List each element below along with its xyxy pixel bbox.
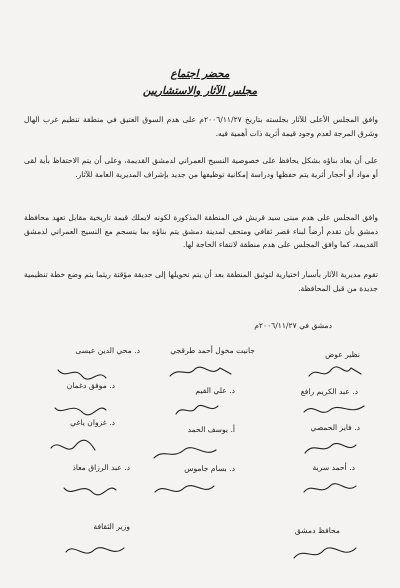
handwritten-signature	[300, 400, 370, 420]
signatory-name: د. فايز الحمصي	[310, 423, 360, 432]
handwritten-signature	[52, 362, 112, 384]
handwritten-signature	[165, 360, 235, 382]
signatory-name: د. عبد الرزاق معاذ	[72, 463, 130, 472]
signatory-name: د. موفق دغمان	[66, 381, 115, 390]
handwritten-signature	[60, 478, 120, 500]
paragraph-4: تقوم مديرية الآثار بأسبار اختيارية لتوثيق المنطقة بعد أن يتم تحويلها إلى حديقة مؤقتة ريثما يتم وضع خطة تنظيمية جديدة من قبل المحافظة.	[24, 270, 378, 293]
signatory-name: د. علي القيم	[195, 386, 235, 395]
handwritten-signature	[150, 478, 220, 502]
signatory-name: نظير عوض	[325, 350, 360, 359]
signatory-name: د. أحمد سرية	[312, 463, 355, 472]
paragraph-1: وافق المجلس الأعلى للآثار بجلسته بتاريخ ٢٠٠٦/١١/٢٧م على هدم السوق العتيق في منطقة تنظيم غرب الهال وشرق المرجة لعدم وجود قيمة أثرية ذات أهمية فيه.	[24, 115, 378, 138]
signatory-name: محافظ دمشق	[294, 526, 340, 535]
document-subtitle: مجلس الآثار والاستشاريين	[142, 85, 258, 97]
signatory-name: جانيت مخول أحمد طرقجي	[170, 346, 255, 355]
handwritten-signature	[300, 476, 360, 500]
handwritten-signature	[150, 440, 220, 464]
handwritten-signature	[305, 362, 365, 382]
handwritten-signature	[290, 540, 360, 566]
handwritten-signature	[50, 398, 110, 418]
handwritten-signature	[45, 436, 100, 458]
signatory-name: د. محي الدين عيسى	[75, 346, 140, 355]
signatory-name: د. عبد الكريم رافع	[300, 387, 358, 396]
signatory-name: د. غزوان ياغي	[70, 418, 115, 427]
document-date: دمشق في ٢٠٠٦/١١/٢٧م	[254, 321, 332, 330]
signatory-name: د. بسام جاموس	[184, 464, 235, 473]
paragraph-2: على أن يعاد بناؤه بشكل يحافظ على خصوصية النسيج العمراني لدمشق القديمة، وعلى أن يتم الاحتفاظ بأية لقى أو مواد أو أحجار أثرية يتم حفظها ودراسة إمكانية توظيفها من جديد بإشراف المديرية العامة للآثار.	[24, 156, 378, 179]
signatory-name: وزير الثقافة	[93, 522, 130, 531]
paragraph-3: وافق المجلس على هدم مبنى سيد قريش في المنطقة المذكورة لكونه لايملك قيمة تاريخية مقابل تعهد محافظة دمشق بأن تقدم أرضاً لبناء قصر ثقافي ومتحف لمدينة دمشق يتم بناؤه بما ينسجم مع النسيج العمراني لدمشق القديمة، كما وافق المجلس على هدم منطقة لانتفاء الحاجة لها.	[24, 213, 378, 249]
handwritten-signature	[172, 400, 222, 420]
handwritten-signature	[60, 538, 130, 564]
handwritten-signature	[300, 437, 360, 459]
document-title: محضر اجتماع	[170, 68, 230, 80]
signatory-name: أ. يوسف الحمد	[187, 425, 235, 434]
